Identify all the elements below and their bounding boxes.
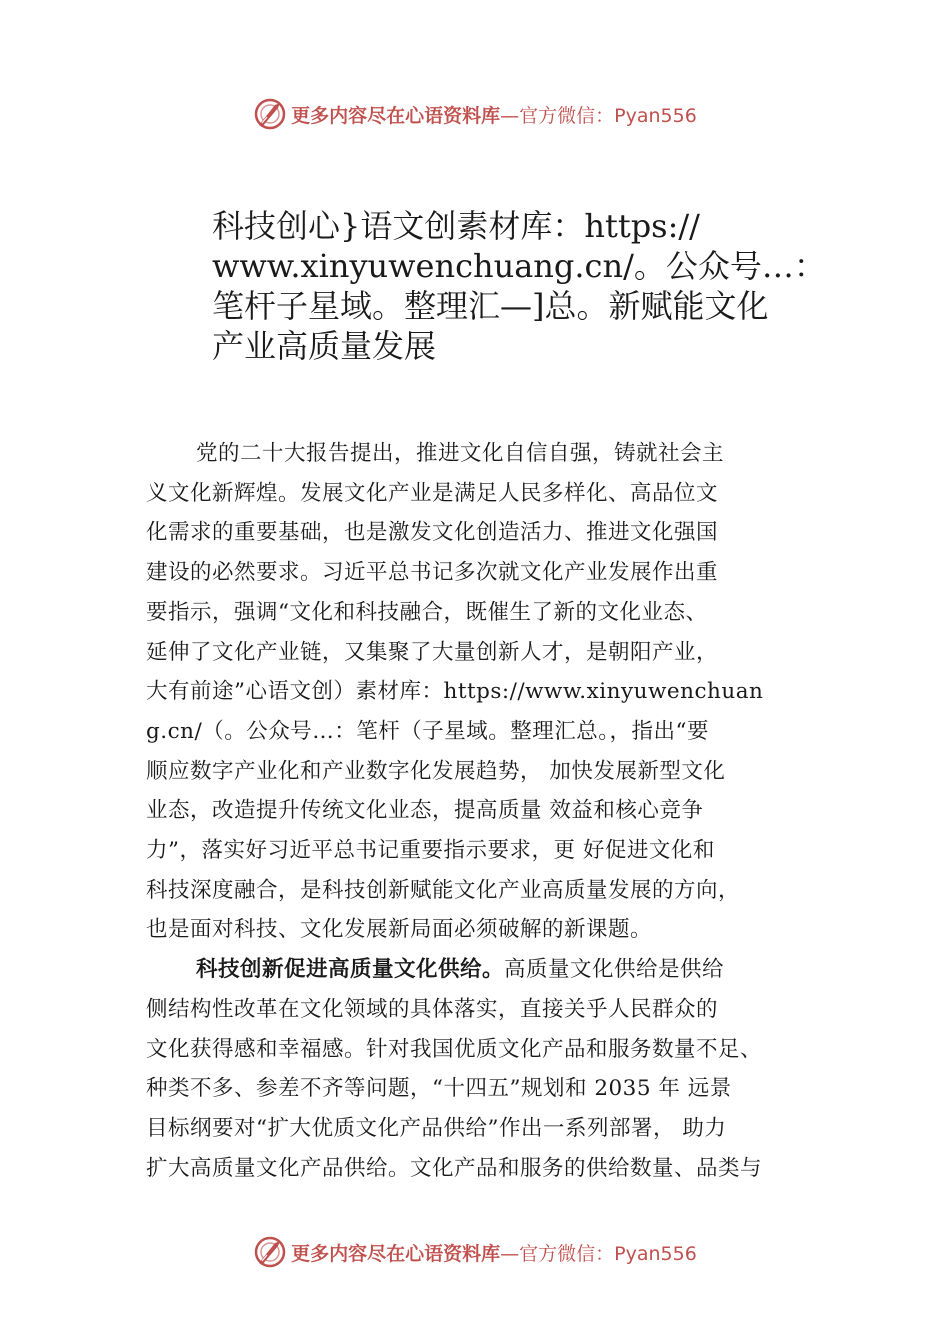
text-line: 种类不多、参差不齐等问题，“十四五”规划和 2035 年 远景 — [146, 1076, 732, 1102]
text-line: 大有前途”心语文创）素材库：https://www.xinyuwenchuan — [146, 679, 764, 705]
text-line: 目标纲要对“扩大优质文化产品供给”作出一系列部署， 助力 — [146, 1115, 727, 1141]
banner-wechat-text: —官方微信：Pyan556 — [500, 104, 697, 127]
text-line: 力”，落实好习近平总书记重要指示要求，更 好促进文化和 — [146, 838, 715, 864]
title-line: 产业高质量发展 — [212, 327, 437, 365]
footer-banner — [0, 1232, 950, 1272]
text-line: 业态，改造提升传统文化业态，提高质量 效益和核心竞争 — [146, 798, 704, 824]
text-line: 党的二十大报告提出，推进文化自信自强，铸就社会主 — [196, 441, 725, 466]
text-run: 高质量文化供给是供给 — [504, 957, 725, 983]
quill-logo-icon — [253, 97, 287, 131]
document-body — [146, 434, 846, 1188]
title-line: 笔杆子星域。整理汇—]总。新赋能文化 — [212, 287, 769, 325]
banner-brand-text: 更多内容尽在心语资料库 — [291, 1242, 501, 1265]
text-line: g.cn/（。公众号…：笔杆（子星域。整理汇总。，指出“要 — [146, 718, 709, 744]
banner-wechat-text: —官方微信：Pyan556 — [500, 1242, 697, 1265]
header-banner — [0, 94, 950, 134]
text-line: 科技深度融合，是科技创新赋能文化产业高质量发展的方向， — [146, 877, 741, 903]
quill-logo-icon — [253, 1235, 287, 1269]
text-line: 扩大高质量文化产品供给。文化产品和服务的供给数量、品类与 — [146, 1155, 763, 1181]
text-line: 义文化新辉煌。发展文化产业是满足人民多样化、高品位文 — [146, 480, 719, 506]
title-line: www.xinyuwenchuang.cn/。公众号…： — [212, 247, 826, 285]
section-heading: 科技创新促进高质量文化供给。 — [196, 957, 505, 983]
text-line: 化需求的重要基础，也是激发文化创造活力、推进文化强国 — [146, 520, 719, 546]
text-line — [146, 950, 846, 990]
paragraph-intro — [146, 434, 846, 950]
text-line: 延伸了文化产业链，又集聚了大量创新人才，是朝阳产业， — [146, 639, 719, 665]
document-title — [212, 206, 852, 366]
title-line: 科技创心}语文创素材库：https:// — [212, 207, 700, 245]
text-line: 建设的必然要求。习近平总书记多次就文化产业发展作出重 — [146, 560, 719, 586]
text-line: 侧结构性改革在文化领域的具体落实，直接关乎人民群众的 — [146, 996, 719, 1022]
text-line: 文化获得感和幸福感。针对我国优质文化产品和服务数量不足、 — [146, 1036, 763, 1062]
text-line: 顺应数字产业化和产业数字化发展趋势， 加快发展新型文化 — [146, 758, 726, 784]
paragraph-supply — [146, 950, 846, 1188]
text-line: 要指示，强调“文化和科技融合，既催生了新的文化业态、 — [146, 599, 708, 625]
banner-brand-text: 更多内容尽在心语资料库 — [291, 104, 501, 127]
text-line: 也是面对科技、文化发展新局面必须破解的新课题。 — [146, 917, 653, 943]
